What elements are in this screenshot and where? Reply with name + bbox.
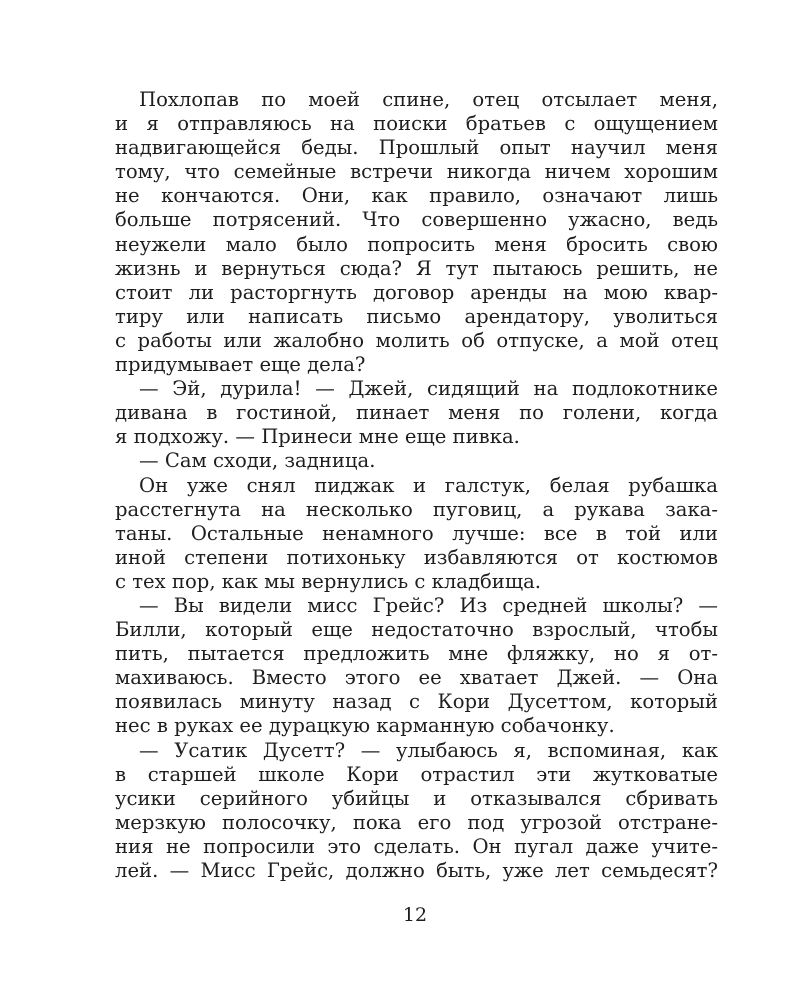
text-line: в старшей школе Кори отрастил эти жутковатые [115,762,718,786]
text-line: махиваюсь. Вместо этого ее хватает Джей. — Она [115,666,718,690]
text-line: надвигающейся беды. Прошлый опыт научил меня [115,136,718,160]
text-line: неужели мало было попросить меня бросить свою [115,232,718,256]
text-line: с тех пор, как мы вернулись с кладбища. [115,569,541,593]
text-line: стоит ли расторгнуть договор аренды на мою квар- [115,280,718,304]
text-line: — Сам сходи, задница. [139,449,376,473]
text-line: — Эй, дурила! — Джей, сидящий на подлокотнике [139,377,718,401]
text-line: Билли, который еще недостаточно взрослый, чтобы [115,618,718,642]
text-line: лей. — Мисс Грейс, должно быть, уже лет семьдесят? [115,859,718,882]
text-line: появилась минуту назад с Кори Дусеттом, который [115,690,718,714]
text-line: я подхожу. — Принеси мне еще пивка. [115,425,520,449]
text-line: тому, что семейные встречи никогда ничем хорошим [115,160,718,184]
body-text [115,88,718,883]
text-line: не кончаются. Они, как правило, означают лишь [115,184,718,208]
text-line: усики серийного убийцы и отказывался сбривать [115,786,718,810]
text-line: иной степени потихоньку избавляются от костюмов [115,545,718,569]
text-line: и я отправляюсь на поиски братьев с ощущением [115,112,718,136]
text-line: жизнь и вернуться сюда? Я тут пытаюсь решить, не [115,256,718,280]
text-line: — Вы видели мисс Грейс? Из средней школы? — [139,593,718,617]
text-line: Он уже снял пиджак и галстук, белая рубашка [139,473,718,497]
text-line: тиру или написать письмо арендатору, уволиться [115,304,718,328]
text-line: таны. Остальные ненамного лучше: все в той или [115,521,718,545]
page-number: 12 [402,904,428,926]
text-line: нес в руках ее дурацкую карманную собачонку. [115,714,615,738]
text-line: придумывает еще дела? [115,353,366,377]
text-line: с работы или жалобно молить об отпуске, а мой отец [115,328,718,352]
text-line: дивана в гостиной, пинает меня по голени, когда [115,401,718,425]
text-line: Похлопав по моей спине, отец отсылает меня, [139,88,718,111]
text-line: пить, пытается предложить мне фляжку, но я от- [115,642,718,666]
text-line: мерзкую полосочку, пока его под угрозой отстране- [115,810,718,834]
text-line: расстегнута на несколько пуговиц, а рукава зака- [115,497,718,521]
text-line: ния не попросили это сделать. Он пугал даже учите- [115,834,718,858]
text-line: больше потрясений. Что совершенно ужасно, ведь [115,208,718,232]
text-line: — Усатик Дусетт? — улыбаюсь я, вспоминая, как [139,738,718,762]
